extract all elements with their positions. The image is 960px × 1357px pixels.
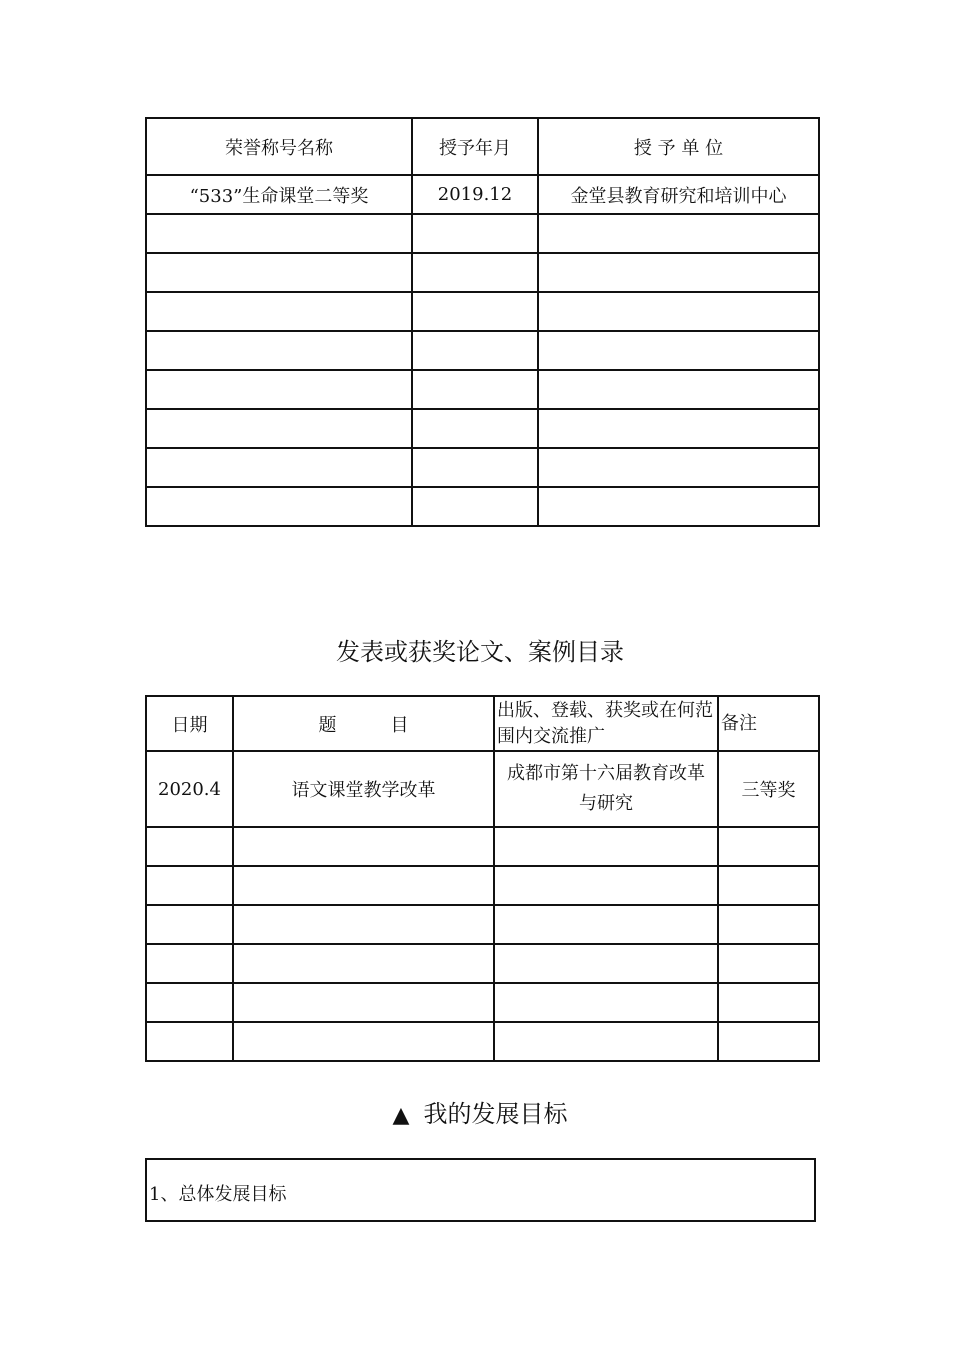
table-cell (718, 827, 819, 866)
table-cell (538, 448, 819, 487)
goal-box (145, 1158, 816, 1222)
table-cell (412, 487, 538, 526)
papers-table (145, 695, 820, 1062)
table-cell (718, 866, 819, 905)
table-cell (718, 1022, 819, 1061)
table-row (146, 751, 819, 827)
table-cell (494, 905, 718, 944)
table-cell (233, 827, 494, 866)
table-cell: 2020.4 (146, 751, 233, 827)
papers-section-title: 发表或获奖论文、案例目录 (336, 638, 624, 666)
table-cell (718, 944, 819, 983)
table-cell: 金堂县教育研究和培训中心 (538, 175, 819, 214)
header-award-unit: 授 予 单 位 (538, 118, 819, 175)
table-cell (233, 1022, 494, 1061)
table-cell (538, 331, 819, 370)
table-row (146, 448, 819, 487)
table-cell (146, 827, 233, 866)
table-row (146, 331, 819, 370)
table-cell (494, 1022, 718, 1061)
table-cell (412, 370, 538, 409)
triangle-up-icon: ▲ (392, 1103, 410, 1128)
table-cell: 语文课堂教学改革 (233, 751, 494, 827)
table-cell (494, 827, 718, 866)
honors-table (145, 117, 820, 527)
table-cell: “533”生命课堂二等奖 (146, 175, 412, 214)
table-cell (718, 905, 819, 944)
table-header-row (146, 696, 819, 751)
table-row (146, 905, 819, 944)
table-cell (233, 983, 494, 1022)
table-cell (146, 331, 412, 370)
header-honor-name: 荣誉称号名称 (146, 118, 412, 175)
header-title: 题 目 (233, 696, 494, 751)
table-cell (412, 214, 538, 253)
table-cell (146, 214, 412, 253)
table-cell (233, 866, 494, 905)
table-cell (538, 214, 819, 253)
table-header-row (146, 118, 819, 175)
table-cell: 2019.12 (412, 175, 538, 214)
header-award-date: 授予年月 (412, 118, 538, 175)
table-row (146, 487, 819, 526)
table-cell (538, 409, 819, 448)
goals-title-text: 我的发展目标 (423, 1100, 568, 1128)
table-cell (412, 448, 538, 487)
table-cell (233, 905, 494, 944)
table-cell (146, 983, 233, 1022)
table-cell (146, 866, 233, 905)
table-cell (494, 944, 718, 983)
table-cell (146, 370, 412, 409)
table-cell (412, 253, 538, 292)
table-cell (146, 487, 412, 526)
table-cell (412, 331, 538, 370)
table-cell (146, 1022, 233, 1061)
table-row (146, 292, 819, 331)
table-cell (538, 253, 819, 292)
table-row (146, 175, 819, 214)
overall-goal-label: 1、总体发展目标 (149, 1184, 287, 1205)
table-cell (146, 409, 412, 448)
table-row (146, 370, 819, 409)
table-cell (146, 253, 412, 292)
table-cell (146, 905, 233, 944)
table-cell (538, 370, 819, 409)
table-row (146, 983, 819, 1022)
table-cell (146, 944, 233, 983)
table-cell (146, 448, 412, 487)
header-publication-scope: 出版、登载、获奖或在何范围内交流推广 (494, 696, 718, 751)
table-cell (538, 487, 819, 526)
table-cell (494, 866, 718, 905)
table-row (146, 214, 819, 253)
table-cell (718, 983, 819, 1022)
table-row (146, 253, 819, 292)
table-row (146, 409, 819, 448)
table-row (146, 944, 819, 983)
table-cell (538, 292, 819, 331)
table-cell (412, 292, 538, 331)
table-cell: 成都市第十六届教育改革与研究 (494, 751, 718, 827)
table-cell (146, 292, 412, 331)
table-cell (494, 983, 718, 1022)
goals-section-title (0, 1094, 960, 1129)
header-remarks: 备注 (718, 696, 819, 751)
table-cell: 三等奖 (718, 751, 819, 827)
table-row (146, 1022, 819, 1061)
table-row (146, 827, 819, 866)
header-date: 日期 (146, 696, 233, 751)
table-cell (412, 409, 538, 448)
table-cell (233, 944, 494, 983)
table-row (146, 866, 819, 905)
